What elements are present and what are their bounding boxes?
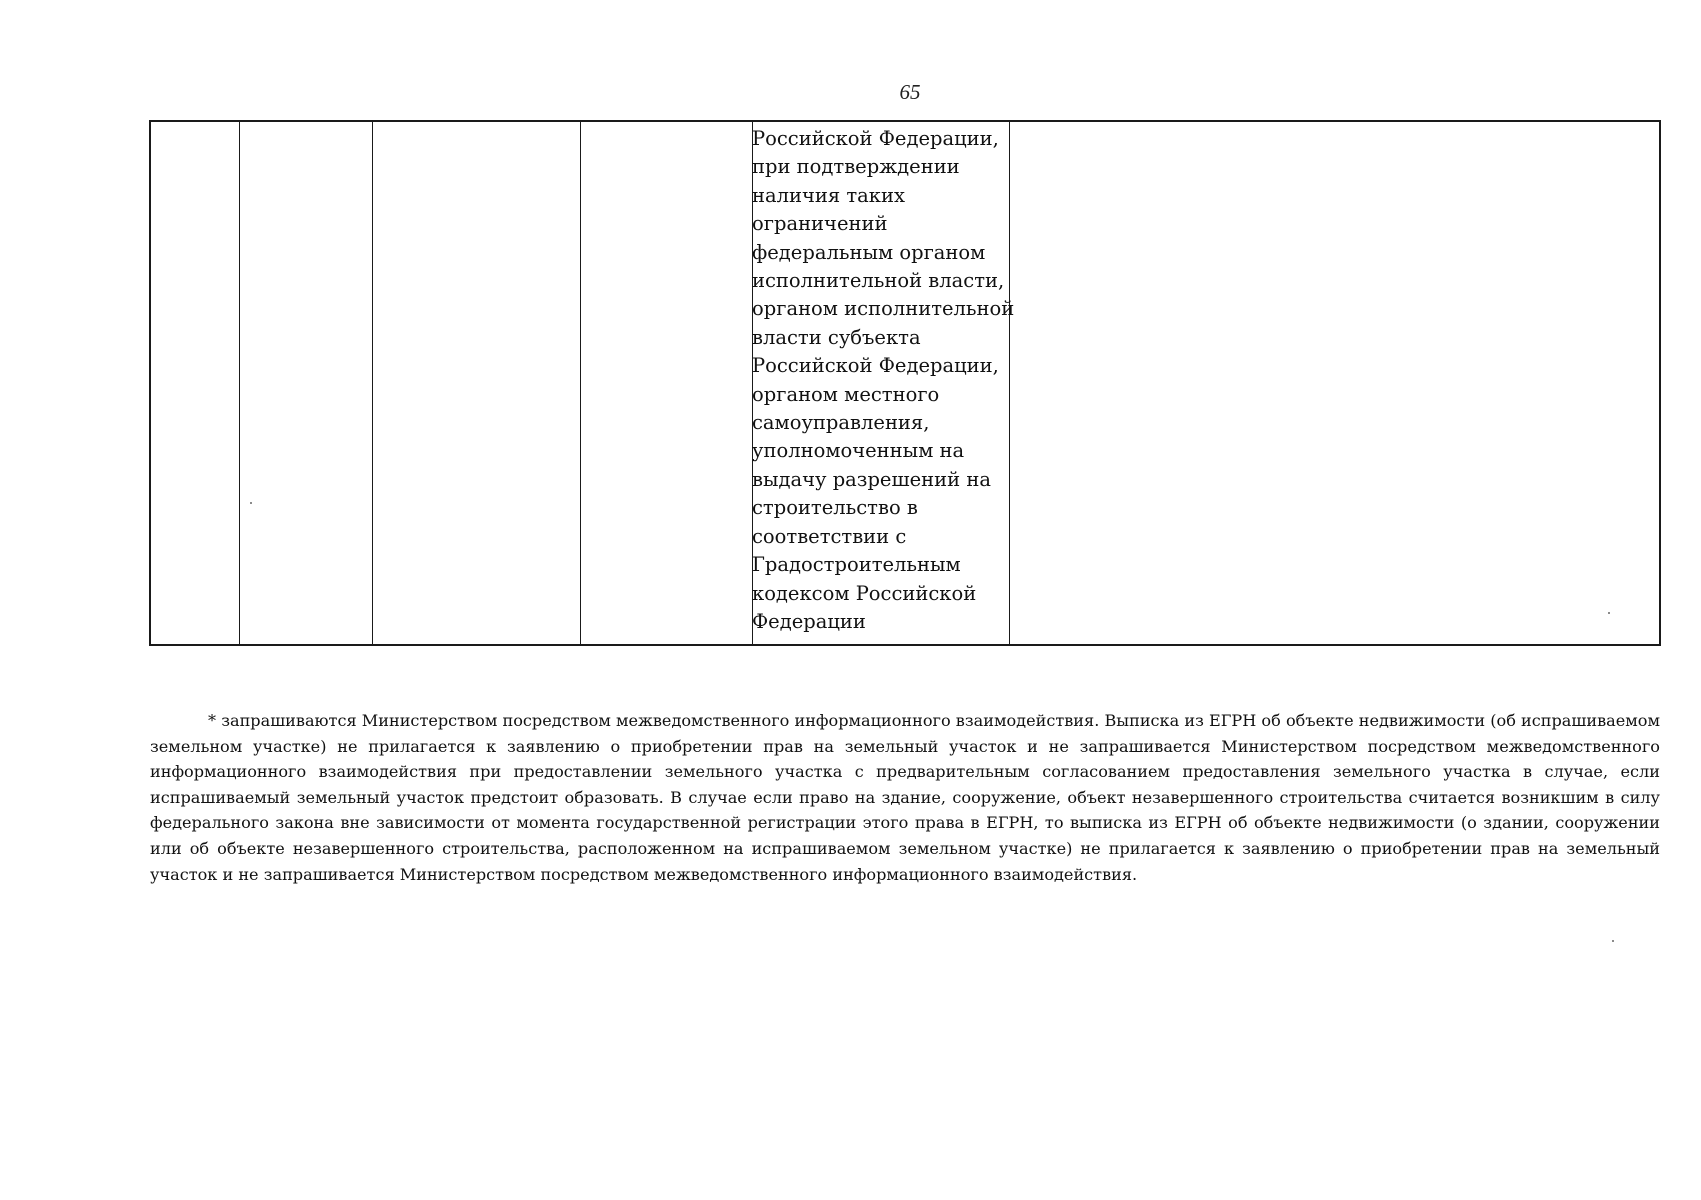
cell-text-line: строительство в	[752, 496, 918, 520]
cell-text-line: Градостроительным	[752, 553, 961, 577]
cell-text-line: при подтверждении	[752, 155, 960, 179]
column-divider-5	[1009, 122, 1010, 644]
cell-text-line: Федерации	[752, 609, 866, 633]
scan-speck	[250, 502, 252, 504]
cell-text-line: власти субъекта	[752, 325, 921, 349]
cell-text-line: самоуправления,	[752, 411, 930, 435]
cell-text-line: органом местного	[752, 382, 940, 406]
cell-text-line: исполнительной власти,	[752, 269, 1005, 293]
cell-text-line: Российской Федерации,	[752, 127, 999, 150]
cell-text-line: наличия таких	[752, 183, 905, 207]
footnote-text: * запрашиваются Министерством посредством межведомственного информационного взаимодействия. Выписка из ЕГРН об объекте недвижимости (об испрашиваемом земельном участке) не прилагается к заявлению о приобретении прав на земельный участок и не запрашивается Министерством посредством межведомственного информационного взаимодействия при предоставлении земельного участка с предварительным согласованием предоставления земельного участка в случае, если испрашиваемый земельный участок предстоит образовать. В случае если право на здание, сооружение, объект незавершенного строительства считается возникшим в силу федерального закона вне зависимости от момента государственной регистрации этого права в ЕГРН, то выписка из ЕГРН об объекте недвижимости (о здании, сооружении или об объекте незавершенного строительства, расположенном на испрашиваемом земельном участке) не прилагается к заявлению о приобретении прав на земельный участок и не запрашивается Министерством посредством межведомственного информационного взаимодействия.	[150, 711, 1660, 884]
cell-text-line: выдачу разрешений на	[752, 467, 991, 491]
column-divider-3	[580, 122, 581, 644]
scan-speck	[1608, 612, 1610, 614]
cell-text-line: соответствии с	[752, 524, 907, 548]
footnote-paragraph	[150, 708, 1660, 887]
cell-text-line: уполномоченным на	[752, 439, 965, 463]
cell-text-line: кодексом Российской	[752, 581, 977, 605]
cell-text-line: органом исполнительной	[752, 297, 1015, 321]
column-divider-2	[372, 122, 373, 644]
page-number: 65	[899, 80, 921, 104]
scan-speck	[1612, 940, 1614, 942]
cell-text-line: федеральным органом	[752, 240, 986, 264]
column-divider-1	[239, 122, 240, 644]
cell-text-line: ограничений	[752, 212, 888, 236]
table-cell-restrictions-text	[752, 125, 1015, 636]
cell-text-line: Российской Федерации,	[752, 354, 999, 378]
